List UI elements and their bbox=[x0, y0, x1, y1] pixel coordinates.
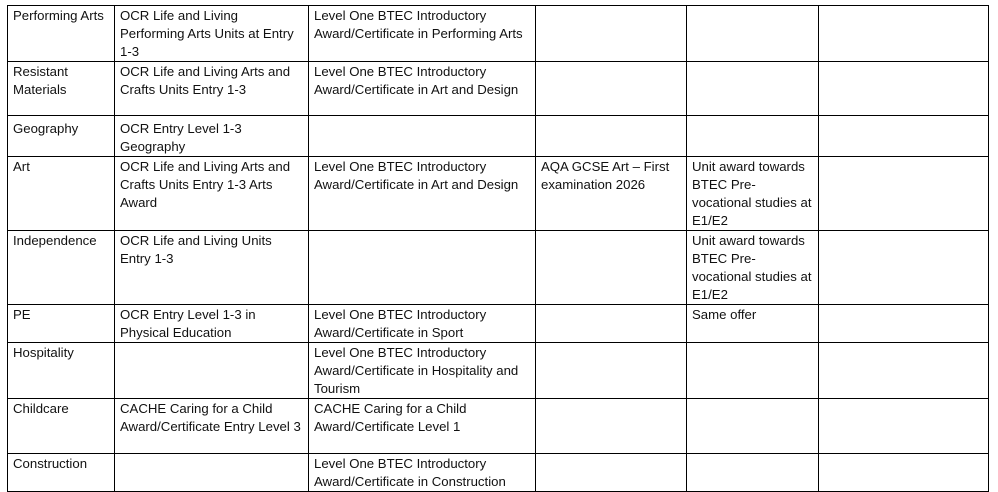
extra-cell bbox=[819, 454, 989, 492]
prevocational-cell bbox=[687, 343, 819, 399]
extra-cell bbox=[819, 62, 989, 116]
subject-cell: Resistant Materials bbox=[8, 62, 115, 116]
entry-level-cell: OCR Life and Living Performing Arts Units at Entry 1-3 bbox=[115, 6, 309, 62]
subject-cell: Geography bbox=[8, 116, 115, 157]
subject-cell: PE bbox=[8, 305, 115, 343]
gcse-cell bbox=[536, 343, 687, 399]
table-row bbox=[8, 305, 989, 343]
subject-cell: Performing Arts bbox=[8, 6, 115, 62]
extra-cell bbox=[819, 116, 989, 157]
gcse-cell bbox=[536, 305, 687, 343]
level-one-cell bbox=[309, 116, 536, 157]
table-row bbox=[8, 454, 989, 492]
entry-level-cell bbox=[115, 454, 309, 492]
prevocational-cell: Same offer bbox=[687, 305, 819, 343]
extra-cell bbox=[819, 6, 989, 62]
level-one-cell: Level One BTEC Introductory Award/Certificate in Construction bbox=[309, 454, 536, 492]
prevocational-cell bbox=[687, 454, 819, 492]
table-row bbox=[8, 399, 989, 454]
level-one-cell: Level One BTEC Introductory Award/Certificate in Art and Design bbox=[309, 62, 536, 116]
table-row bbox=[8, 343, 989, 399]
entry-level-cell: OCR Life and Living Arts and Crafts Units Entry 1-3 bbox=[115, 62, 309, 116]
extra-cell bbox=[819, 157, 989, 231]
table-row bbox=[8, 116, 989, 157]
gcse-cell: AQA GCSE Art – First examination 2026 bbox=[536, 157, 687, 231]
subject-cell: Independence bbox=[8, 231, 115, 305]
table-row bbox=[8, 231, 989, 305]
extra-cell bbox=[819, 231, 989, 305]
entry-level-cell: OCR Life and Living Units Entry 1-3 bbox=[115, 231, 309, 305]
table-row bbox=[8, 62, 989, 116]
level-one-cell: CACHE Caring for a Child Award/Certificate Level 1 bbox=[309, 399, 536, 454]
entry-level-cell: CACHE Caring for a Child Award/Certificate Entry Level 3 bbox=[115, 399, 309, 454]
level-one-cell: Level One BTEC Introductory Award/Certificate in Performing Arts bbox=[309, 6, 536, 62]
prevocational-cell bbox=[687, 399, 819, 454]
gcse-cell bbox=[536, 6, 687, 62]
gcse-cell bbox=[536, 399, 687, 454]
prevocational-cell bbox=[687, 62, 819, 116]
extra-cell bbox=[819, 305, 989, 343]
entry-level-cell bbox=[115, 343, 309, 399]
prevocational-cell bbox=[687, 6, 819, 62]
entry-level-cell: OCR Entry Level 1-3 Geography bbox=[115, 116, 309, 157]
extra-cell bbox=[819, 399, 989, 454]
level-one-cell bbox=[309, 231, 536, 305]
prevocational-cell: Unit award towards BTEC Pre-vocational studies at E1/E2 bbox=[687, 231, 819, 305]
prevocational-cell bbox=[687, 116, 819, 157]
entry-level-cell: OCR Life and Living Arts and Crafts Units Entry 1-3 Arts Award bbox=[115, 157, 309, 231]
extra-cell bbox=[819, 343, 989, 399]
subject-cell: Hospitality bbox=[8, 343, 115, 399]
gcse-cell bbox=[536, 454, 687, 492]
prevocational-cell: Unit award towards BTEC Pre-vocational studies at E1/E2 bbox=[687, 157, 819, 231]
gcse-cell bbox=[536, 116, 687, 157]
level-one-cell: Level One BTEC Introductory Award/Certificate in Art and Design bbox=[309, 157, 536, 231]
level-one-cell: Level One BTEC Introductory Award/Certificate in Sport bbox=[309, 305, 536, 343]
table-row bbox=[8, 157, 989, 231]
gcse-cell bbox=[536, 62, 687, 116]
gcse-cell bbox=[536, 231, 687, 305]
subject-cell: Art bbox=[8, 157, 115, 231]
subject-cell: Construction bbox=[8, 454, 115, 492]
qualifications-table bbox=[7, 5, 989, 492]
entry-level-cell: OCR Entry Level 1-3 in Physical Education bbox=[115, 305, 309, 343]
table-row bbox=[8, 6, 989, 62]
level-one-cell: Level One BTEC Introductory Award/Certificate in Hospitality and Tourism bbox=[309, 343, 536, 399]
subject-cell: Childcare bbox=[8, 399, 115, 454]
